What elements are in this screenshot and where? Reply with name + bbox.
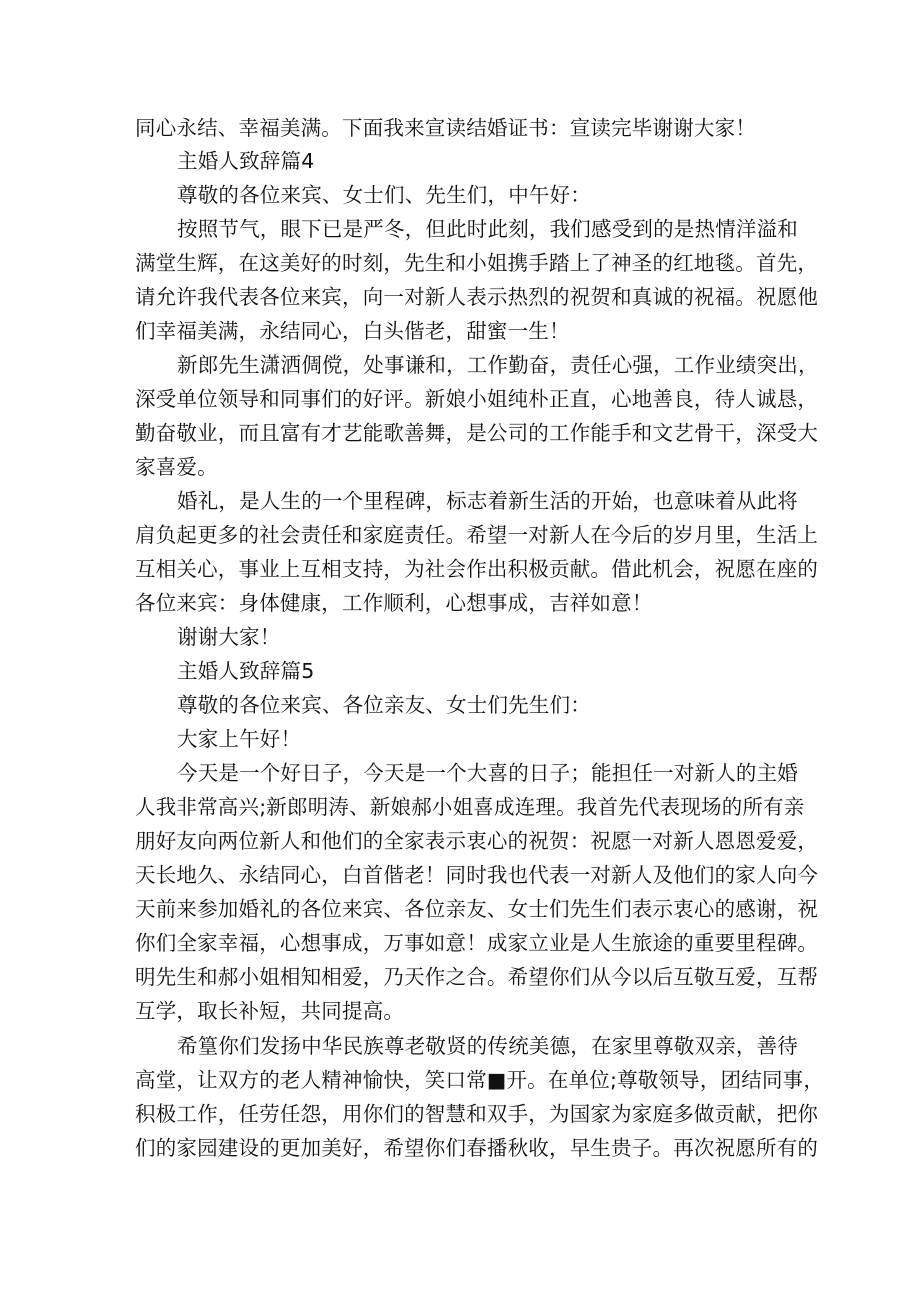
paragraph-line: 各位来宾：身体健康，工作顺利，心想事成，吉祥如意！ (135, 591, 653, 615)
section-heading: 主婚人致辞篇4 (177, 149, 315, 173)
paragraph-line: 们幸福美满，永结同心，白头偕老，甜蜜一生！ (135, 319, 570, 343)
greeting-line: 大家上午好！ (177, 727, 302, 751)
paragraph-line: 肩负起更多的社会责任和家庭责任。希望一对新人在今后的岁月里，生活上 (135, 523, 819, 547)
paragraph-line: 人我非常高兴;新郎明涛、新娘郝小姐喜成连理。我首先代表现场的所有亲 (135, 795, 805, 819)
paragraph-line: 互相关心，事业上互相支持，为社会作出积极贡献。借此机会，祝愿在座的 (135, 557, 819, 581)
paragraph-line: 勤奋敬业，而且富有才艺能歌善舞，是公司的工作能手和文艺骨干，深受大 (135, 421, 819, 445)
salutation: 尊敬的各位来宾、女士们、先生们，中午好： (177, 183, 591, 207)
paragraph-line: 满堂生辉，在这美好的时刻，先生和小姐携手踏上了神圣的红地毯。首先， (135, 251, 819, 275)
paragraph-line: 今天是一个好日子，今天是一个大喜的日子；能担任一对新人的主婚 (177, 761, 798, 785)
paragraph-line: 互学，取长补短，共同提高。 (135, 999, 405, 1023)
paragraph-line: 你们全家幸福，心想事成，万事如意！成家立业是人生旅途的重要里程碑。 (135, 931, 819, 955)
paragraph-line: 按照节气，眼下已是严冬，但此时此刻，我们感受到的是热情洋溢和 (177, 217, 798, 241)
paragraph-line: 天长地久、永结同心，白首偕老！同时我也代表一对新人及他们的家人向今 (135, 863, 819, 887)
paragraph-line: 希篁你们发扬中华民族尊老敬贤的传统美德，在家里尊敬双亲，善待 (177, 1034, 798, 1058)
section-heading: 主婚人致辞篇5 (177, 659, 315, 683)
paragraph-line: 朋好友向两位新人和他们的全家表示衷心的祝贺：祝愿一对新人恩恩爱爱， (135, 829, 819, 853)
paragraph-line: 请允许我代表各位来宾，向一对新人表示热烈的祝贺和真诚的祝福。祝愿他 (135, 285, 819, 309)
closing-line: 谢谢大家！ (177, 625, 281, 649)
paragraph-line: 明先生和郝小姐相知相爱，乃天作之合。希望你们从今以后互敬互爱，互帮 (135, 965, 819, 989)
paragraph-line: 积极工作，任劳任怨，用你们的智慧和双手，为国家为家庭多做贡献，把你 (135, 1102, 819, 1126)
paragraph-line: 天前来参加婚礼的各位来宾、各位亲友、女士们先生们表示衷心的感谢，祝 (135, 897, 819, 921)
paragraph-line: 们的家园建设的更加美好，希望你们春播秋收，早生贵子。再次祝愿所有的 (135, 1136, 819, 1160)
paragraph-line: 同心永结、幸福美满。下面我来宣读结婚证书：宣读完毕谢谢大家！ (135, 116, 756, 140)
paragraph-line: 新郎先生潇洒倜傥，处事谦和，工作勤奋，责任心强，工作业绩突出， (177, 353, 819, 377)
paragraph-line: 深受单位领导和同事们的好评。新娘小姐纯朴正直，心地善良，待人诚恳， (135, 387, 819, 411)
paragraph-line: 高堂，让双方的老人精神愉快，笑口常■开。在单位;尊敬领导，团结同事， (135, 1068, 825, 1092)
salutation: 尊敬的各位来宾、各位亲友、女士们先生们： (177, 693, 591, 717)
paragraph-line: 家喜爱。 (135, 455, 218, 479)
paragraph-line: 婚礼，是人生的一个里程碑，标志着新生活的开始，也意味着从此将 (177, 489, 798, 513)
